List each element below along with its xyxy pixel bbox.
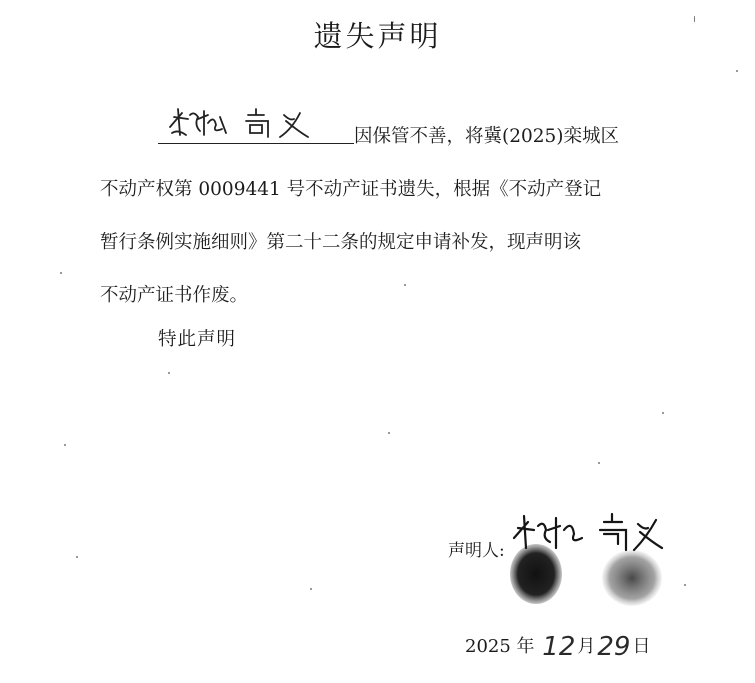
date-month: 12 [542, 632, 576, 662]
scan-speck [310, 588, 312, 590]
date-day-unit: 日 [632, 636, 651, 657]
scan-speck [404, 284, 406, 286]
scan-speck [694, 16, 695, 22]
scan-speck [662, 412, 664, 414]
declarant-signature-fingerprint [508, 508, 668, 613]
date-year: 2025 [465, 636, 511, 657]
body-line-3: 暂行条例实施细则》第二十二条的规定申请补发，现声明该 [100, 232, 582, 253]
scan-speck [736, 70, 738, 72]
signature-blank [158, 121, 354, 144]
document-title: 遗失声明 [313, 19, 442, 53]
fingerprint-right [602, 550, 662, 606]
closing-statement: 特此声明 [158, 329, 237, 350]
scan-speck [388, 432, 390, 434]
date-year-unit: 年 [516, 636, 535, 657]
scan-speck [60, 272, 62, 274]
scan-speck [168, 372, 170, 374]
scan-speck [64, 444, 66, 446]
date-month-unit: 月 [577, 636, 596, 657]
fingerprint-left [510, 544, 562, 604]
declarant-label: 声明人: [448, 541, 505, 561]
scan-speck [684, 584, 686, 586]
declaration-date [465, 632, 650, 662]
body-line-4: 不动产证书作废。 [100, 285, 249, 306]
scan-speck [598, 462, 600, 464]
date-day: 29 [597, 632, 631, 662]
body-line-1-text: 因保管不善，将冀(2025)栾城区 [354, 126, 620, 147]
body-line-1 [100, 110, 665, 163]
declaration-body [100, 110, 665, 322]
body-line-2: 不动产权第 0009441 号不动产证书遗失，根据《不动产登记 [100, 179, 602, 200]
scan-speck [76, 556, 78, 558]
handwritten-name-signature [164, 105, 324, 141]
